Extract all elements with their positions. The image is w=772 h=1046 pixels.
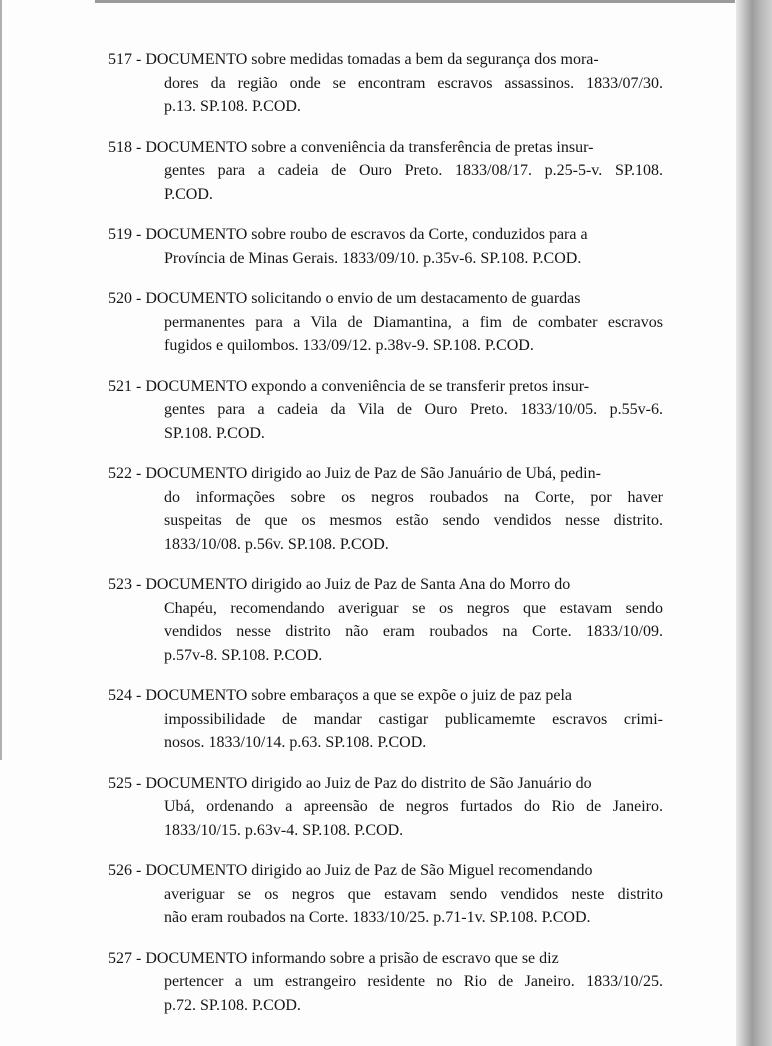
entry-first-line: 518 - DOCUMENTO sobre a conveniência da transferência de pretas insur- <box>108 138 594 156</box>
entry-line: vendidos nesse distrito não eram roubados na Corte. 1833/10/09. <box>164 623 663 640</box>
entry-line: P.COD. <box>164 185 213 203</box>
entry-line: Ubá, ordenando a apreensão de negros furtados do Rio de Janeiro. <box>164 798 663 815</box>
entry-first-line: 523 - DOCUMENTO dirigido ao Juiz de Paz de Santa Ana do Morro do <box>108 576 571 593</box>
entry-line: nosos. 1833/10/14. p.63. SP.108. P.COD. <box>164 734 427 751</box>
entry-first-line: 527 - DOCUMENTO informando sobre a prisão de escravo que se diz <box>108 949 559 967</box>
entry-line: suspeitas de que os mesmos estão sendo vendidos nesse distrito. <box>164 512 663 529</box>
entry-line: permanentes para a Vila de Diamantina, a fim de combater escravos <box>164 313 663 331</box>
entry-line: averiguar se os negros que estavam sendo vendidos neste distrito <box>164 885 663 903</box>
document-entry-list <box>108 48 663 1034</box>
entry-line: do informações sobre os negros roubados na Corte, por haver <box>164 488 663 506</box>
entry-line: 1833/10/08. p.56v. SP.108. P.COD. <box>164 535 389 553</box>
entry-line: p.57v-8. SP.108. P.COD. <box>164 646 323 664</box>
entry-line: Chapéu, recomendando averiguar se os negros que estavam sendo <box>164 599 663 617</box>
entry-line: impossibilidade de mandar castigar publicamemte escravos crimi- <box>164 710 663 728</box>
entry-line: gentes para a cadeia da Vila de Ouro Preto. 1833/10/05. p.55v-6. <box>164 401 663 418</box>
entry-continuation <box>108 72 663 119</box>
page-binding-edge <box>736 0 772 1046</box>
entry-continuation <box>108 795 663 842</box>
entry-first-line: 521 - DOCUMENTO expondo a conveniência de se transferir pretos insur- <box>108 377 590 395</box>
entry-continuation <box>108 311 663 358</box>
entry-first-line: 524 - DOCUMENTO sobre embaraços a que se expõe o juiz de paz pela <box>108 687 572 704</box>
entry-line: Província de Minas Gerais. 1833/09/10. p.35v-6. SP.108. P.COD. <box>164 249 582 267</box>
entry-line: 1833/10/15. p.63v-4. SP.108. P.COD. <box>164 821 404 839</box>
entry-continuation <box>108 597 663 668</box>
left-border-line <box>0 0 2 760</box>
entry-line: p.13. SP.108. P.COD. <box>164 98 301 115</box>
entry-line: dores da região onde se encontram escravos assassinos. 1833/07/30. <box>164 74 663 92</box>
list-item <box>108 462 663 556</box>
entry-line: pertencer a um estrangeiro residente no Rio de Janeiro. 1833/10/25. <box>164 973 663 990</box>
list-item <box>108 573 663 667</box>
entry-first-line: 526 - DOCUMENTO dirigido ao Juiz de Paz de São Miguel recomendando <box>108 862 593 879</box>
entry-continuation <box>108 883 663 930</box>
entry-line: gentes para a cadeia de Ouro Preto. 1833/08/17. p.25-5-v. SP.108. <box>164 162 663 179</box>
entry-first-line: 522 - DOCUMENTO dirigido ao Juiz de Paz de São Januário de Ubá, pedin- <box>108 465 601 482</box>
entry-continuation <box>108 159 663 206</box>
list-item <box>108 684 663 755</box>
list-item <box>108 375 663 446</box>
entry-first-line: 520 - DOCUMENTO solicitando o envio de um destacamento de guardas <box>108 290 581 307</box>
entry-first-line: 519 - DOCUMENTO sobre roubo de escravos da Corte, conduzidos para a <box>108 226 588 243</box>
entry-first-line: 525 - DOCUMENTO dirigido ao Juiz de Paz do distrito de São Januário do <box>108 774 592 792</box>
list-item <box>108 287 663 358</box>
list-item <box>108 48 663 119</box>
list-item <box>108 772 663 843</box>
entry-line: fugidos e quilombos. 133/09/12. p.38v-9. SP.108. P.COD. <box>164 337 534 354</box>
entry-continuation <box>108 708 663 755</box>
entry-continuation <box>108 398 663 445</box>
top-border-line <box>95 0 735 3</box>
list-item <box>108 947 663 1018</box>
list-item <box>108 223 663 270</box>
entry-first-line: 517 - DOCUMENTO sobre medidas tomadas a bem da segurança dos mora- <box>108 51 599 68</box>
entry-line: p.72. SP.108. P.COD. <box>164 996 301 1014</box>
entry-continuation <box>108 486 663 557</box>
entry-line: SP.108. P.COD. <box>164 424 265 442</box>
entry-continuation <box>108 247 663 271</box>
list-item <box>108 136 663 207</box>
list-item <box>108 859 663 930</box>
entry-continuation <box>108 970 663 1017</box>
entry-line: não eram roubados na Corte. 1833/10/25. p.71-1v. SP.108. P.COD. <box>164 909 591 926</box>
